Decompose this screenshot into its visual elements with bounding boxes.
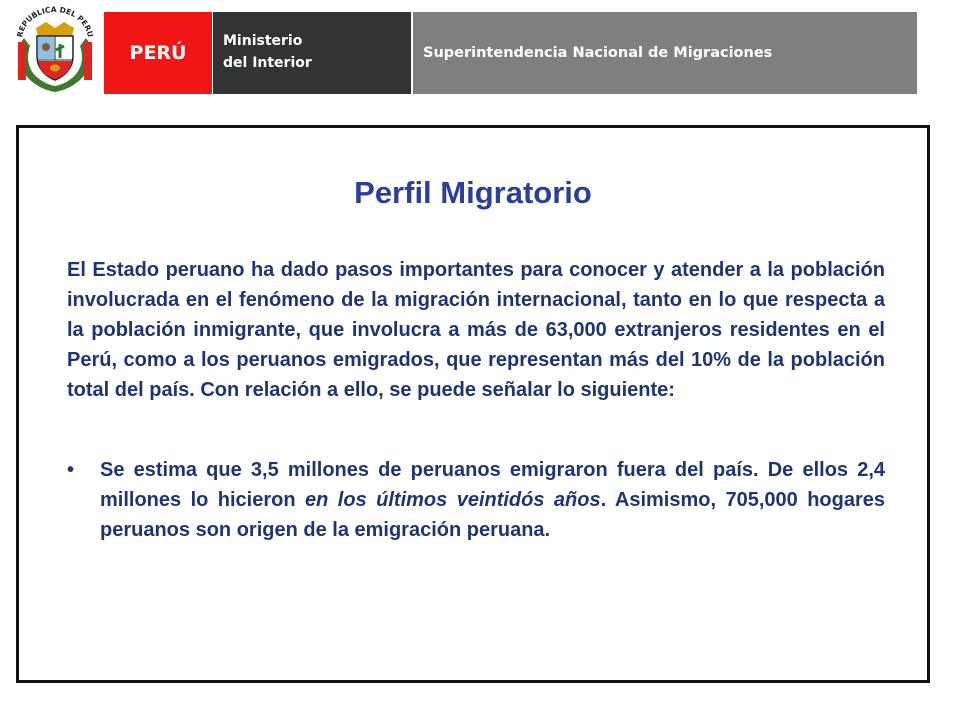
ministry-label	[213, 12, 411, 94]
slide-content-frame	[16, 125, 930, 683]
slide-title: Perfil Migratorio	[354, 175, 592, 210]
bullet-marker: •	[67, 459, 75, 481]
ministry-label-line2: del Interior	[223, 55, 312, 71]
svg-text:REPUBLICA DEL PERU: REPUBLICA DEL PERU	[15, 6, 95, 39]
bullet-text-part1: Se estima que 3,5 millones de peruanos emigraron fuera del país. De ellos 2,4 millones lo hicieron	[100, 459, 885, 511]
agency-label: Superintendencia Nacional de Migraciones	[413, 12, 917, 94]
bullet-text-italic: en los últimos veintidós años	[305, 489, 601, 511]
peru-coat-of-arms-logo	[10, 6, 100, 94]
bullet-text	[100, 455, 885, 545]
bullet-item	[67, 455, 885, 545]
country-label: PERÚ	[104, 12, 212, 94]
bullet-text-part2: . Asimismo, 705,000 hogares peruanos son origen de la emigración peruana.	[100, 489, 885, 541]
intro-paragraph: El Estado peruano ha dado pasos importantes para conocer y atender a la población involucrada en el fenómeno de la migración internacional, tanto en lo que respecta a la población inmigrante, que involucra a más de 63,000 extranjeros residentes en el Perú, como a los peruanos emigrados, que representan más del 10% de la población total del país. Con relación a ello, se puede señalar lo siguiente:	[67, 259, 885, 401]
ministry-label-line1: Ministerio	[223, 33, 303, 49]
